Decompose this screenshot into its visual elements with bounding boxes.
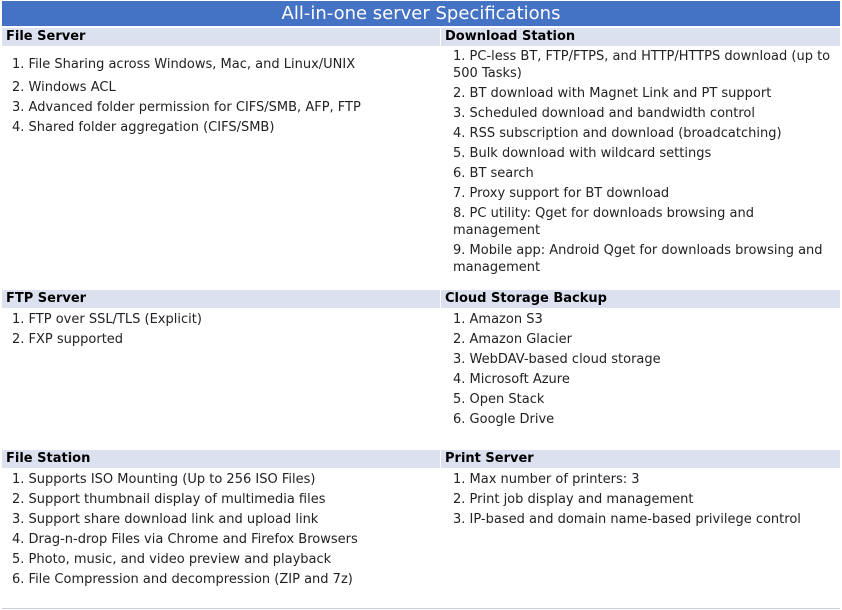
list-item: 6. Google Drive bbox=[453, 412, 555, 427]
list-item: 4. Microsoft Azure bbox=[453, 372, 570, 387]
file-server-list bbox=[12, 56, 437, 139]
section-heading-file-server: File Server bbox=[2, 28, 440, 46]
list-item: 6. File Compression and decompression (ZIP and 7z) bbox=[12, 572, 353, 587]
section-heading-cloud-storage-backup: Cloud Storage Backup bbox=[441, 290, 840, 308]
section-heading-file-station: File Station bbox=[2, 450, 440, 468]
section-heading-ftp-server: FTP Server bbox=[2, 290, 440, 308]
list-item: 3. Advanced folder permission for CIFS/SMB, AFP, FTP bbox=[12, 100, 361, 115]
list-item: 6. BT search bbox=[453, 166, 534, 181]
list-item: 5. Photo, music, and video preview and playback bbox=[12, 552, 332, 567]
list-item: 2. Windows ACL bbox=[12, 80, 116, 95]
list-item: 1. Amazon S3 bbox=[453, 312, 543, 327]
list-item: 4. RSS subscription and download (broadcatching) bbox=[453, 126, 782, 141]
list-item: 2. Support thumbnail display of multimedia files bbox=[12, 492, 326, 507]
list-item: 9. Mobile app: Android Qget for downloads browsing and management bbox=[453, 243, 823, 275]
list-item: 7. Proxy support for BT download bbox=[453, 186, 670, 201]
list-item: 1. File Sharing across Windows, Mac, and Linux/UNIX bbox=[12, 57, 356, 72]
list-item: 8. PC utility: Qget for downloads browsing and management bbox=[453, 206, 754, 238]
list-item: 2. BT download with Magnet Link and PT support bbox=[453, 86, 772, 101]
list-item: 5. Open Stack bbox=[453, 392, 545, 407]
list-item: 1. Max number of printers: 3 bbox=[453, 472, 640, 487]
list-item: 1. PC-less BT, FTP/FTPS, and HTTP/HTTPS download (up to 500 Tasks) bbox=[453, 49, 831, 81]
cloud-storage-backup-list bbox=[453, 311, 838, 431]
list-item: 3. Support share download link and upload link bbox=[12, 512, 319, 527]
list-item: 5. Bulk download with wildcard settings bbox=[453, 146, 712, 161]
file-station-list bbox=[12, 471, 437, 591]
list-item: 2. Amazon Glacier bbox=[453, 332, 572, 347]
list-item: 1. Supports ISO Mounting (Up to 256 ISO Files) bbox=[12, 472, 316, 487]
list-item: 3. WebDAV-based cloud storage bbox=[453, 352, 661, 367]
list-item: 3. Scheduled download and bandwidth control bbox=[453, 106, 755, 121]
list-item: 1. FTP over SSL/TLS (Explicit) bbox=[12, 312, 202, 327]
bottom-divider bbox=[2, 608, 840, 609]
section-heading-print-server: Print Server bbox=[441, 450, 840, 468]
ftp-server-list bbox=[12, 311, 437, 351]
list-item: 3. IP-based and domain name-based privilege control bbox=[453, 512, 801, 527]
list-item: 4. Shared folder aggregation (CIFS/SMB) bbox=[12, 120, 275, 135]
print-server-list bbox=[453, 471, 838, 531]
list-item: 2. FXP supported bbox=[12, 332, 124, 347]
page-title: All-in-one server Specifications bbox=[2, 1, 840, 26]
list-item: 2. Print job display and management bbox=[453, 492, 694, 507]
section-heading-download-station: Download Station bbox=[441, 28, 840, 46]
download-station-list bbox=[453, 48, 838, 279]
list-item: 4. Drag-n-drop Files via Chrome and Firefox Browsers bbox=[12, 532, 358, 547]
